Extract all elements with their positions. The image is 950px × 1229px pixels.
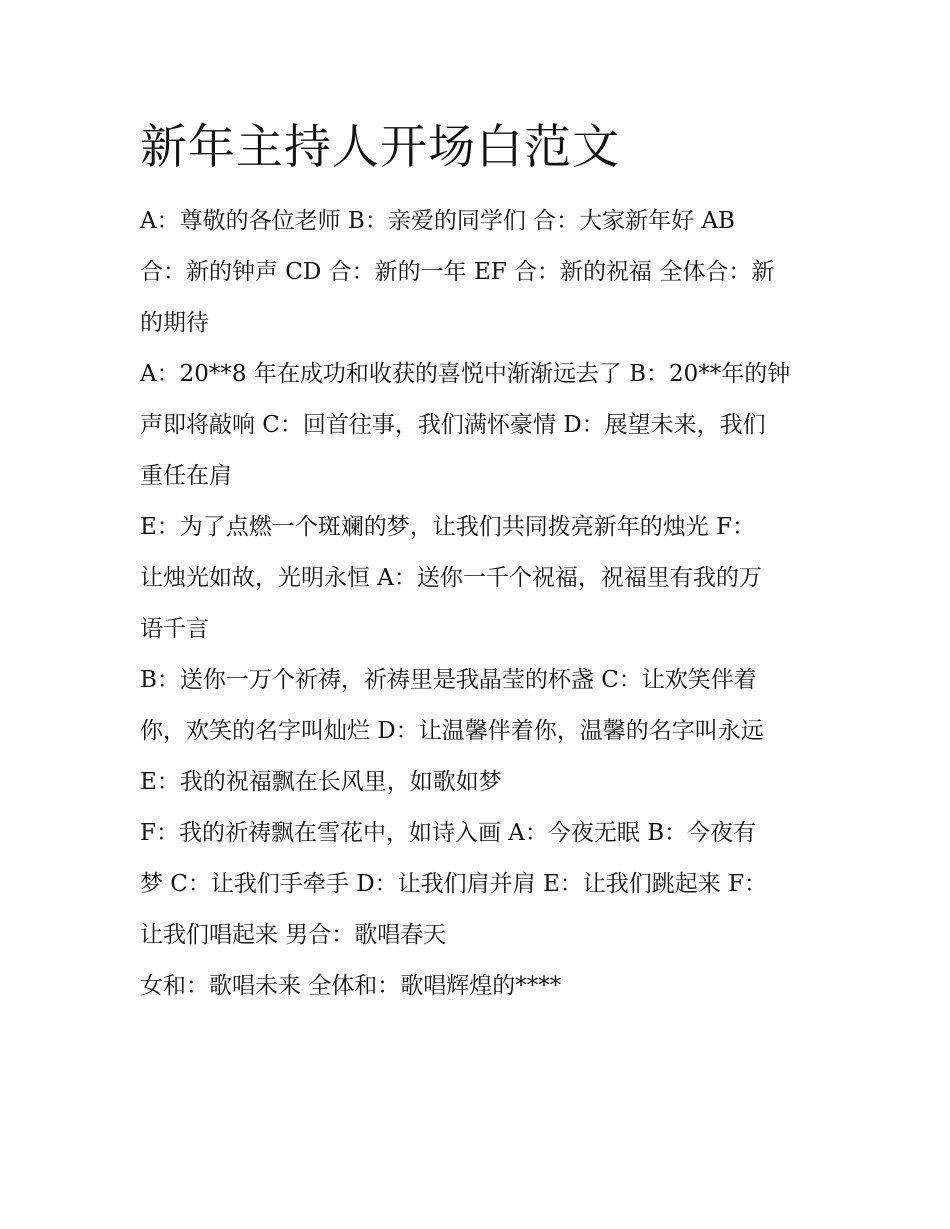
text-line: 梦 C：让我们手牵手 D：让我们肩并肩 E：让我们跳起来 F： bbox=[140, 871, 768, 897]
text-line: F：我的祈祷飘在雪花中，如诗入画 A：今夜无眠 B：今夜有 bbox=[140, 820, 757, 846]
text-line: 声即将敲响 C：回首往事，我们满怀豪情 D：展望未来，我们 bbox=[140, 412, 766, 438]
text-line: 女和：歌唱未来 全体和：歌唱辉煌的**** bbox=[140, 973, 562, 999]
text-line: 语千言 bbox=[140, 616, 209, 642]
text-line: E：我的祝福飘在长风里，如歌如梦 bbox=[140, 769, 502, 795]
text-line: 你，欢笑的名字叫灿烂 D：让温馨伴着你，温馨的名字叫永远 bbox=[140, 718, 764, 744]
text-line: 合：新的钟声 CD 合：新的一年 EF 合：新的祝福 全体合：新 bbox=[140, 259, 775, 285]
text-line: B：送你一万个祈祷，祈祷里是我晶莹的杯盏 C：让欢笑伴着 bbox=[140, 667, 757, 693]
text-line: E：为了点燃一个斑斓的梦，让我们共同拨亮新年的烛光 F： bbox=[140, 514, 756, 540]
document-body bbox=[140, 196, 820, 1012]
text-line: 重任在肩 bbox=[140, 463, 232, 489]
text-line: 让烛光如故，光明永恒 A：送你一千个祝福，祝福里有我的万 bbox=[140, 565, 762, 591]
text-line: A：尊敬的各位老师 B：亲爱的同学们 合：大家新年好 AB bbox=[140, 208, 735, 234]
document-title: 新年主持人开场白范文 bbox=[140, 120, 620, 175]
text-line: A：20**8 年在成功和收获的喜悦中渐渐远去了 B：20**年的钟 bbox=[140, 361, 791, 387]
text-line: 的期待 bbox=[140, 310, 209, 336]
text-line: 让我们唱起来 男合：歌唱春天 bbox=[140, 922, 447, 948]
